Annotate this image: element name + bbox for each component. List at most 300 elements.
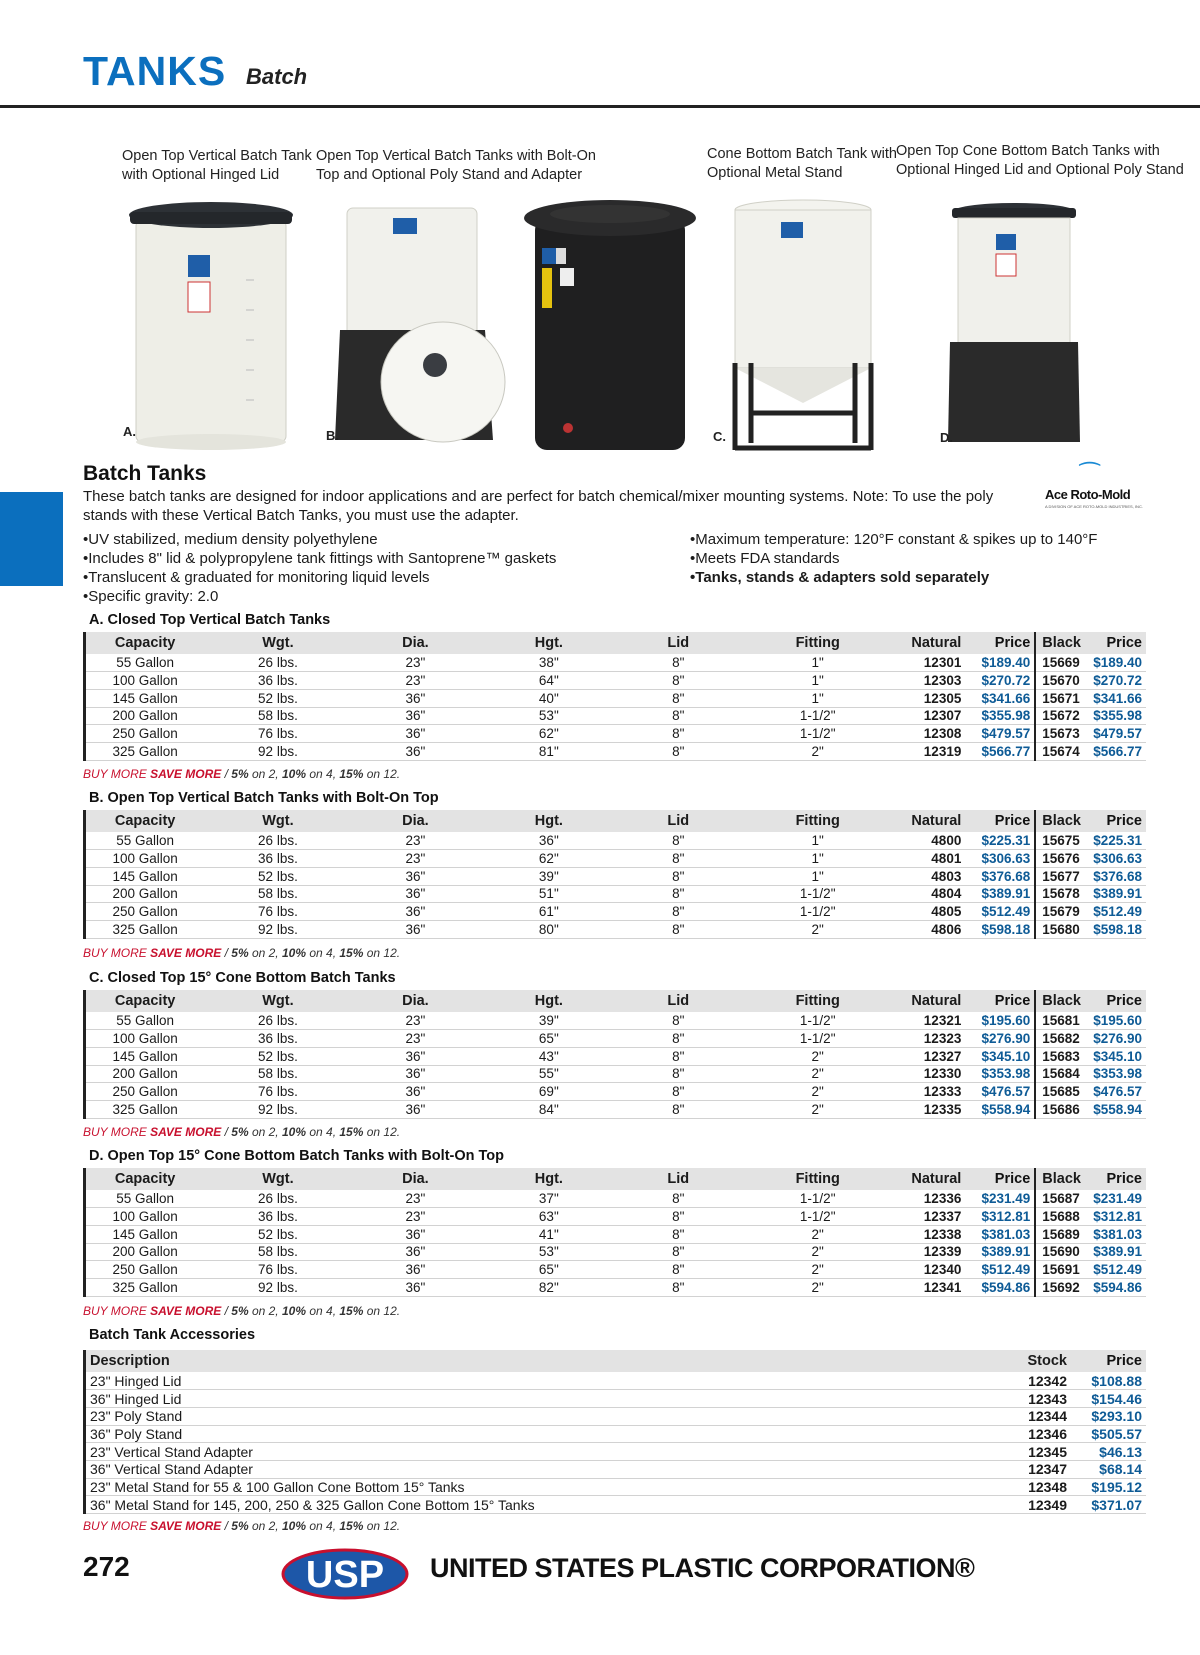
product-c-caption: Cone Bottom Batch Tank with Optional Metal Stand: [707, 146, 897, 181]
cell-natural_price: $312.81: [965, 1208, 1035, 1226]
cell-dia: 36": [352, 1065, 479, 1083]
cell-capacity: 250 Gallon: [85, 903, 205, 921]
header-fitting: Fitting: [738, 990, 897, 1012]
cell-natural: 12340: [897, 1261, 965, 1279]
cell-capacity: 250 Gallon: [85, 1083, 205, 1101]
cell-dia: 36": [352, 1225, 479, 1243]
cell-hgt: 39": [479, 867, 618, 885]
side-tab-marker: [0, 492, 63, 586]
table-row: [85, 1261, 1147, 1279]
cell-fitting: 1": [738, 850, 897, 868]
cell-description: 23" Poly Stand: [85, 1407, 1002, 1425]
cell-price: $371.07: [1071, 1496, 1146, 1514]
table-header-row: [85, 1350, 1147, 1372]
cell-wgt: 58 lbs.: [204, 707, 351, 725]
cell-lid: 8": [619, 689, 738, 707]
cell-capacity: 200 Gallon: [85, 707, 205, 725]
cell-lid: 8": [619, 1083, 738, 1101]
cell-capacity: 100 Gallon: [85, 1030, 205, 1048]
header-wgt: Wgt.: [204, 632, 351, 654]
cell-natural: 12308: [897, 725, 965, 743]
cell-capacity: 100 Gallon: [85, 672, 205, 690]
cell-black_price: $558.94: [1085, 1100, 1146, 1118]
table-row: [85, 850, 1147, 868]
cell-natural_price: $381.03: [965, 1225, 1035, 1243]
cell-description: 36" Metal Stand for 145, 200, 250 & 325 Gallon Cone Bottom 15° Tanks: [85, 1496, 1002, 1514]
svg-text:USP: USP: [305, 1554, 385, 1596]
cell-black_price: $598.18: [1085, 920, 1146, 938]
cell-hgt: 80": [479, 920, 618, 938]
cell-natural: 12305: [897, 689, 965, 707]
cell-capacity: 145 Gallon: [85, 867, 205, 885]
cell-lid: 8": [619, 903, 738, 921]
cell-lid: 8": [619, 672, 738, 690]
header-capacity: Capacity: [85, 990, 205, 1012]
cell-natural: 12337: [897, 1208, 965, 1226]
table-row: [85, 1208, 1147, 1226]
cell-hgt: 69": [479, 1083, 618, 1101]
cell-natural_price: $341.66: [965, 689, 1035, 707]
product-table: [83, 632, 1146, 761]
cell-black_price: $353.98: [1085, 1065, 1146, 1083]
cell-black_price: $195.60: [1085, 1012, 1146, 1030]
table-row: [85, 1190, 1147, 1208]
cell-lid: 8": [619, 1261, 738, 1279]
product-table: [83, 810, 1146, 939]
buy-more-note: BUY MORE SAVE MORE / 5% on 2, 10% on 4, 15% on 12.: [83, 1304, 401, 1318]
cell-black: 15671: [1035, 689, 1085, 707]
cell-price: $68.14: [1071, 1460, 1146, 1478]
cell-natural: 12330: [897, 1065, 965, 1083]
cell-hgt: 63": [479, 1208, 618, 1226]
cell-wgt: 36 lbs.: [204, 672, 351, 690]
header-dia: Dia.: [352, 632, 479, 654]
product-b-image: [335, 200, 515, 455]
page-header: [0, 0, 1200, 108]
cell-hgt: 65": [479, 1261, 618, 1279]
cell-natural_price: $566.77: [965, 742, 1035, 760]
cell-natural: 12319: [897, 742, 965, 760]
header-capacity: Capacity: [85, 810, 205, 832]
cell-black: 15670: [1035, 672, 1085, 690]
header-wgt: Wgt.: [204, 1168, 351, 1190]
product-d-label: D.: [940, 430, 953, 445]
header-hgt: Hgt.: [479, 1168, 618, 1190]
table-row: [85, 1047, 1147, 1065]
cell-stock: 12349: [1001, 1496, 1071, 1514]
product-a-label: A.: [123, 424, 136, 439]
cell-black: 15687: [1035, 1190, 1085, 1208]
cell-black_price: $476.57: [1085, 1083, 1146, 1101]
page-number: 272: [83, 1551, 130, 1582]
cell-black: 15690: [1035, 1243, 1085, 1261]
cell-black: 15683: [1035, 1047, 1085, 1065]
cell-fitting: 1-1/2": [738, 903, 897, 921]
cell-hgt: 37": [479, 1190, 618, 1208]
cell-black: 15677: [1035, 867, 1085, 885]
cell-natural: 4804: [897, 885, 965, 903]
cell-black: 15681: [1035, 1012, 1085, 1030]
cell-black_price: $479.57: [1085, 725, 1146, 743]
footer-brand: UNITED STATES PLASTIC CORPORATION®: [430, 1553, 975, 1583]
cell-lid: 8": [619, 850, 738, 868]
feature-item: • Meets FDA standards: [690, 549, 1097, 568]
cell-natural: 12307: [897, 707, 965, 725]
header-dia: Dia.: [352, 1168, 479, 1190]
cell-natural_price: $594.86: [965, 1278, 1035, 1296]
cell-black_price: $512.49: [1085, 903, 1146, 921]
table-row: [85, 689, 1147, 707]
header-price: Price: [965, 632, 1035, 654]
cell-fitting: 2": [738, 742, 897, 760]
cell-capacity: 55 Gallon: [85, 1190, 205, 1208]
cell-stock: 12348: [1001, 1478, 1071, 1496]
cell-wgt: 92 lbs.: [204, 742, 351, 760]
cell-black: 15689: [1035, 1225, 1085, 1243]
header-hgt: Hgt.: [479, 632, 618, 654]
cell-description: 23" Hinged Lid: [85, 1372, 1002, 1390]
cell-natural_price: $512.49: [965, 1261, 1035, 1279]
table-row: [85, 742, 1147, 760]
cell-natural_price: $389.91: [965, 1243, 1035, 1261]
cell-price: $154.46: [1071, 1390, 1146, 1408]
cell-black: 15691: [1035, 1261, 1085, 1279]
feature-item: • UV stabilized, medium density polyethylene: [83, 530, 556, 549]
cell-hgt: 36": [479, 832, 618, 850]
cell-capacity: 55 Gallon: [85, 832, 205, 850]
cell-black_price: $276.90: [1085, 1030, 1146, 1048]
feature-item: • Includes 8" lid & polypropylene tank fittings with Santoprene™ gaskets: [83, 549, 556, 568]
cell-black_price: $189.40: [1085, 654, 1146, 672]
header-fitting: Fitting: [738, 632, 897, 654]
header-fitting: Fitting: [738, 810, 897, 832]
accessories-table: [83, 1350, 1146, 1514]
cell-dia: 36": [352, 903, 479, 921]
table-header-row: [85, 990, 1147, 1012]
cell-lid: 8": [619, 654, 738, 672]
cell-capacity: 145 Gallon: [85, 1047, 205, 1065]
cell-natural_price: $389.91: [965, 885, 1035, 903]
cell-fitting: 1-1/2": [738, 1012, 897, 1030]
cell-wgt: 58 lbs.: [204, 1243, 351, 1261]
product-c-label: C.: [713, 429, 726, 444]
header-natural: Natural: [897, 632, 965, 654]
product-b-caption: Open Top Vertical Batch Tanks with Bolt-On Top and Optional Poly Stand and Adapter: [316, 148, 596, 183]
feature-list-right: [690, 530, 1097, 587]
cell-natural_price: $195.60: [965, 1012, 1035, 1030]
cell-black: 15678: [1035, 885, 1085, 903]
cell-stock: 12342: [1001, 1372, 1071, 1390]
cell-wgt: 92 lbs.: [204, 1278, 351, 1296]
cell-natural_price: $225.31: [965, 832, 1035, 850]
cell-dia: 23": [352, 1190, 479, 1208]
cell-wgt: 26 lbs.: [204, 832, 351, 850]
cell-natural: 12336: [897, 1190, 965, 1208]
cell-capacity: 145 Gallon: [85, 1225, 205, 1243]
usp-logo: [280, 1542, 410, 1602]
cell-hgt: 82": [479, 1278, 618, 1296]
cell-natural_price: $189.40: [965, 654, 1035, 672]
cell-capacity: 200 Gallon: [85, 1065, 205, 1083]
header-price2: Price: [1085, 1168, 1146, 1190]
cell-natural: 12327: [897, 1047, 965, 1065]
cell-wgt: 92 lbs.: [204, 1100, 351, 1118]
table-row: [85, 885, 1147, 903]
table-row: [85, 1100, 1147, 1118]
header-black: Black: [1035, 632, 1085, 654]
header-lid: Lid: [619, 1168, 738, 1190]
cell-capacity: 55 Gallon: [85, 654, 205, 672]
cell-fitting: 1": [738, 689, 897, 707]
cell-black_price: $512.49: [1085, 1261, 1146, 1279]
table-row: [85, 1278, 1147, 1296]
cell-lid: 8": [619, 1065, 738, 1083]
table-row: [85, 1496, 1147, 1514]
cell-black: 15676: [1035, 850, 1085, 868]
cell-hgt: 65": [479, 1030, 618, 1048]
cell-natural: 12321: [897, 1012, 965, 1030]
cell-wgt: 36 lbs.: [204, 1208, 351, 1226]
header-black: Black: [1035, 1168, 1085, 1190]
cell-lid: 8": [619, 1278, 738, 1296]
cell-capacity: 100 Gallon: [85, 1208, 205, 1226]
header-fitting: Fitting: [738, 1168, 897, 1190]
cell-lid: 8": [619, 707, 738, 725]
cell-capacity: 100 Gallon: [85, 850, 205, 868]
cell-hgt: 55": [479, 1065, 618, 1083]
page-subtitle: Batch: [246, 64, 308, 89]
header-dia: Dia.: [352, 810, 479, 832]
cell-hgt: 53": [479, 1243, 618, 1261]
cell-black: 15692: [1035, 1278, 1085, 1296]
cell-lid: 8": [619, 1190, 738, 1208]
cell-wgt: 76 lbs.: [204, 725, 351, 743]
cell-dia: 36": [352, 689, 479, 707]
cell-natural_price: $355.98: [965, 707, 1035, 725]
table-row: [85, 707, 1147, 725]
cell-capacity: 250 Gallon: [85, 1261, 205, 1279]
header-hgt: Hgt.: [479, 810, 618, 832]
cell-fitting: 1": [738, 654, 897, 672]
cell-dia: 36": [352, 885, 479, 903]
cell-lid: 8": [619, 920, 738, 938]
feature-item: • Maximum temperature: 120°F constant & spikes up to 140°F: [690, 530, 1097, 549]
product-a-image: [128, 200, 298, 450]
table-row: [85, 654, 1147, 672]
table-title: C. Closed Top 15° Cone Bottom Batch Tanks: [89, 970, 396, 986]
cell-hgt: 61": [479, 903, 618, 921]
cell-natural_price: $276.90: [965, 1030, 1035, 1048]
cell-wgt: 52 lbs.: [204, 867, 351, 885]
cell-stock: 12347: [1001, 1460, 1071, 1478]
cell-wgt: 52 lbs.: [204, 1047, 351, 1065]
cell-natural: 12341: [897, 1278, 965, 1296]
cell-capacity: 250 Gallon: [85, 725, 205, 743]
product-c-cone-tank-image: [725, 198, 885, 456]
cell-natural_price: $270.72: [965, 672, 1035, 690]
cell-dia: 36": [352, 1047, 479, 1065]
header-capacity: Capacity: [85, 1168, 205, 1190]
cell-description: 23" Metal Stand for 55 & 100 Gallon Cone Bottom 15° Tanks: [85, 1478, 1002, 1496]
table-row: [85, 1083, 1147, 1101]
header-natural: Natural: [897, 990, 965, 1012]
cell-black: 15680: [1035, 920, 1085, 938]
product-d-image: [948, 202, 1088, 454]
cell-fitting: 1": [738, 832, 897, 850]
table-row: [85, 832, 1147, 850]
cell-black: 15685: [1035, 1083, 1085, 1101]
cell-black_price: $566.77: [1085, 742, 1146, 760]
cell-black_price: $312.81: [1085, 1208, 1146, 1226]
cell-dia: 36": [352, 920, 479, 938]
cell-hgt: 53": [479, 707, 618, 725]
table-row: [85, 725, 1147, 743]
cell-natural: 12335: [897, 1100, 965, 1118]
cell-lid: 8": [619, 742, 738, 760]
cell-dia: 36": [352, 707, 479, 725]
cell-dia: 36": [352, 1261, 479, 1279]
cell-wgt: 76 lbs.: [204, 903, 351, 921]
cell-natural: 4803: [897, 867, 965, 885]
cell-natural: 12339: [897, 1243, 965, 1261]
cell-black: 15669: [1035, 654, 1085, 672]
product-c-black-tank-image: [520, 200, 705, 455]
cell-fitting: 2": [738, 1100, 897, 1118]
cell-hgt: 62": [479, 725, 618, 743]
cell-hgt: 84": [479, 1100, 618, 1118]
buy-more-note: BUY MORE SAVE MORE / 5% on 2, 10% on 4, 15% on 12.: [83, 1125, 401, 1139]
header-black: Black: [1035, 810, 1085, 832]
cell-wgt: 58 lbs.: [204, 1065, 351, 1083]
section-intro: These batch tanks are designed for indoor applications and are perfect for batch chemical/mixer mounting systems. Note: To use the poly stands with these Vertical Batch Tanks, you must use the adapter.: [83, 488, 994, 524]
cell-capacity: 200 Gallon: [85, 1243, 205, 1261]
cell-wgt: 76 lbs.: [204, 1261, 351, 1279]
table-header-row: [85, 632, 1147, 654]
cell-description: 36" Poly Stand: [85, 1425, 1002, 1443]
cell-lid: 8": [619, 1208, 738, 1226]
cell-description: 23" Vertical Stand Adapter: [85, 1443, 1002, 1461]
cell-dia: 36": [352, 1100, 479, 1118]
accessories-title: Batch Tank Accessories: [89, 1327, 256, 1343]
cell-black: 15684: [1035, 1065, 1085, 1083]
cell-description: 36" Hinged Lid: [85, 1390, 1002, 1408]
cell-black_price: $270.72: [1085, 672, 1146, 690]
cell-fitting: 2": [738, 1225, 897, 1243]
cell-hgt: 81": [479, 742, 618, 760]
cell-price: $195.12: [1071, 1478, 1146, 1496]
cell-natural_price: $231.49: [965, 1190, 1035, 1208]
header-natural: Natural: [897, 810, 965, 832]
cell-stock: 12345: [1001, 1443, 1071, 1461]
header-price: Price: [965, 1168, 1035, 1190]
cell-natural_price: $558.94: [965, 1100, 1035, 1118]
cell-dia: 36": [352, 742, 479, 760]
cell-wgt: 26 lbs.: [204, 1012, 351, 1030]
cell-wgt: 26 lbs.: [204, 1190, 351, 1208]
cell-black: 15672: [1035, 707, 1085, 725]
cell-lid: 8": [619, 1100, 738, 1118]
table-row: [85, 1425, 1147, 1443]
header-stock: Stock: [1001, 1350, 1071, 1372]
cell-dia: 36": [352, 1083, 479, 1101]
cell-black_price: $341.66: [1085, 689, 1146, 707]
feature-item: • Specific gravity: 2.0: [83, 587, 556, 606]
header-price2: Price: [1085, 990, 1146, 1012]
cell-black_price: $231.49: [1085, 1190, 1146, 1208]
cell-lid: 8": [619, 1030, 738, 1048]
cell-black_price: $345.10: [1085, 1047, 1146, 1065]
cell-black: 15673: [1035, 725, 1085, 743]
table-row: [85, 1390, 1147, 1408]
cell-fitting: 1-1/2": [738, 707, 897, 725]
cell-fitting: 1-1/2": [738, 1030, 897, 1048]
cell-black_price: $355.98: [1085, 707, 1146, 725]
cell-lid: 8": [619, 832, 738, 850]
swirl-logo-icon: ⁀: [1080, 463, 1100, 490]
cell-fitting: 2": [738, 1243, 897, 1261]
header-lid: Lid: [619, 632, 738, 654]
buy-more-note: BUY MORE SAVE MORE / 5% on 2, 10% on 4, 15% on 12.: [83, 767, 401, 781]
header-lid: Lid: [619, 990, 738, 1012]
table-row: [85, 1012, 1147, 1030]
cell-price: $505.57: [1071, 1425, 1146, 1443]
cell-price: $293.10: [1071, 1407, 1146, 1425]
cell-fitting: 2": [738, 1047, 897, 1065]
table-row: [85, 1407, 1147, 1425]
header-wgt: Wgt.: [204, 810, 351, 832]
table-row: [85, 1460, 1147, 1478]
table-title: B. Open Top Vertical Batch Tanks with Bolt-On Top: [89, 790, 439, 806]
cell-wgt: 76 lbs.: [204, 1083, 351, 1101]
cell-stock: 12344: [1001, 1407, 1071, 1425]
cell-natural: 12303: [897, 672, 965, 690]
table-title: A. Closed Top Vertical Batch Tanks: [89, 612, 331, 628]
ace-roto-mold-logo: ⁀ Ace Roto-Mold A DIVISION OF ACE ROTO-MOLD INDUSTRIES, INC.: [1045, 463, 1143, 509]
cell-fitting: 2": [738, 920, 897, 938]
table-row: [85, 1478, 1147, 1496]
cell-dia: 23": [352, 672, 479, 690]
header-price2: Price: [1085, 632, 1146, 654]
header-natural: Natural: [897, 1168, 965, 1190]
cell-lid: 8": [619, 725, 738, 743]
header-capacity: Capacity: [85, 632, 205, 654]
cell-fitting: 2": [738, 1065, 897, 1083]
cell-capacity: 325 Gallon: [85, 1278, 205, 1296]
table-row: [85, 1372, 1147, 1390]
cell-capacity: 200 Gallon: [85, 885, 205, 903]
cell-black_price: $381.03: [1085, 1225, 1146, 1243]
product-d-caption: Open Top Cone Bottom Batch Tanks with Optional Hinged Lid and Optional Poly Stand: [896, 143, 1184, 178]
feature-item: • Tanks, stands & adapters sold separately: [690, 568, 1097, 587]
header-rule: [0, 105, 1200, 108]
cell-black_price: $594.86: [1085, 1278, 1146, 1296]
cell-fitting: 1-1/2": [738, 1190, 897, 1208]
cell-capacity: 325 Gallon: [85, 920, 205, 938]
cell-capacity: 145 Gallon: [85, 689, 205, 707]
table-row: [85, 672, 1147, 690]
feature-list-left: [83, 530, 556, 606]
cell-dia: 36": [352, 867, 479, 885]
cell-natural_price: $512.49: [965, 903, 1035, 921]
cell-hgt: 38": [479, 654, 618, 672]
cell-lid: 8": [619, 1225, 738, 1243]
cell-black: 15686: [1035, 1100, 1085, 1118]
cell-price: $46.13: [1071, 1443, 1146, 1461]
cell-wgt: 36 lbs.: [204, 1030, 351, 1048]
cell-natural_price: $306.63: [965, 850, 1035, 868]
header-black: Black: [1035, 990, 1085, 1012]
header-price: Price: [965, 990, 1035, 1012]
